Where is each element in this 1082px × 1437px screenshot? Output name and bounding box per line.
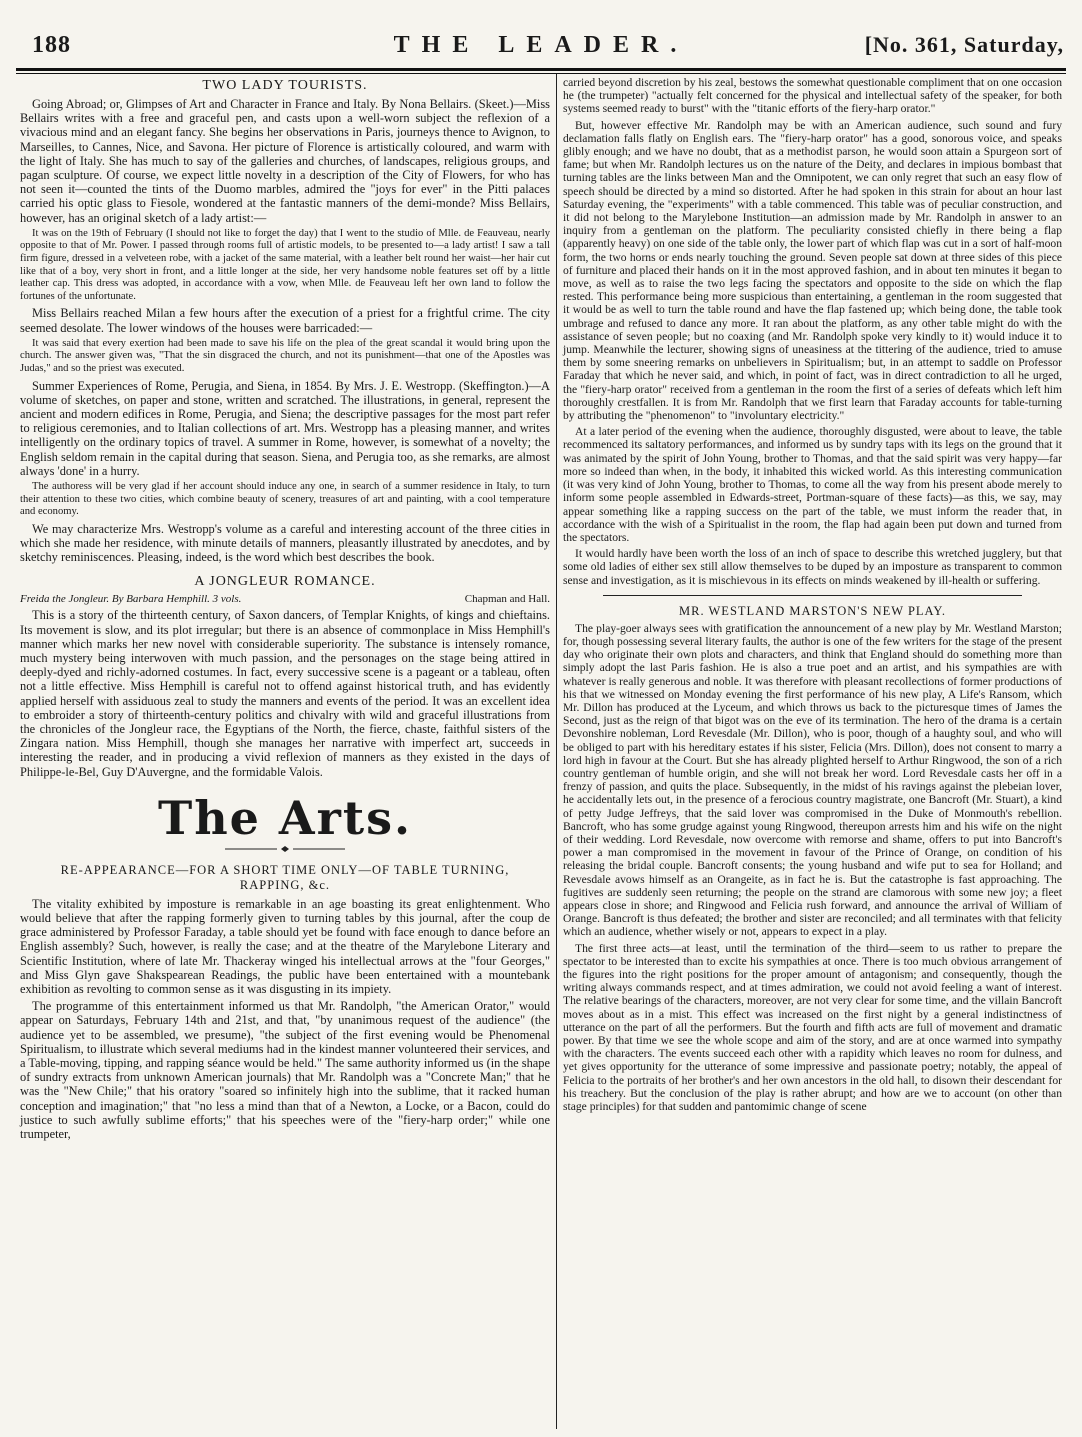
issue-label: [No. 361, Saturday, <box>864 32 1064 57</box>
table-turning-continued-2: But, however effective Mr. Randolph may be with an American audience, such sound and fury declamation falls flatly on English ears. The "fiery-harp orator" has a good, sonorous voice, and speaks glibly enough; and we have no doubt, that as a methodist parson, he would soon attain a Spurgeon sort of fame; but when Mr. Randolph lectures us on the nature of the Deity, and declares in impious bombast that turning tables are the links between Man and the Omnipotent, we can only regret that such an easy flow of speech should be directed by a mind so distorted. After he had spoken in this strain for about an hour last Saturday evening, the "experiments" with a table commenced. This table was of peculiar construction, and it did not belong to the Marylebone Institution—an admission made by Mr. Randolph in answer to an inquiry from a gentleman on the platform. The peculiarity consisted chiefly in there being a flap (apparently heavy) on one side of the table only, the lower part of which flap was cut in a sort of half-moon form, the two horns or ends nearly touching the ground. Seven people sat down at three sides of this piece of furniture and placed their hands on it in the most approved fashion, and in about ten minutes it began to move, as well as to raise the two legs facing the spectators and opposite to the side on which the flap rested. This performance being more suspicious than entertaining, a gentleman in the room suggested that it would be as well to turn the table round and have the flap fastened up; which being done, the table took umbrage and refused to dance any more. It ran about the platform, as any other table might do with the assistance of seven people; but no coaxing (and Mr. Randolph spoke very kindly to it) would induce it to jump. Meanwhile the lecturer, showing signs of uneasiness at the tittering of the audience, tried to amuse them by some sneering remarks on unbelievers in Spiritualism; but, in an attempt to saddle on Professor Faraday that which he never said, and which, in point of fact, was in direct contradiction to all he urged, the "fiery-harp orator" received from a gentleman in the room the first of a series of defeats which left him thoroughly crestfallen. It is from Mr. Randolph that we first learn that Faraday accounts for table-turning by attributing the "phenomenon" to "involuntary electricity." <box>563 118 1062 423</box>
lady-paragraph-4: We may characterize Mrs. Westropp's volume as a careful and interesting account of the three cities in which she made her residence, with minute details of manners, pleasantly illustrated by anecdotes, and by sketchy reminiscences. Pleasing, indeed, is the word which best describes the book. <box>20 521 550 565</box>
westland-paragraph-2: The first three acts—at least, until the termination of the third—seem to us rather to prepare the spectator to be interested than to excite his sympathies at once. There is too much obvious arrangement of the figures into the right positions for the proper amount of antagonism; and consequently, though the writing always commands respect, and at times admiration, we could not avoid feeling a want of interest. The relative bearings of the characters, moreover, are not very clear for some time, and the villain Bancroft moves about as in a mist. This effect was increased on the first night by a general indistinctness of utterance on the part of all the performers. But the fourth and fifth acts are full of movement and dramatic power. By that time we see the whole scope and aim of the story, and are at once warmed into sympathy with the characters. The events succeed each other with a rapidity which leaves no room for dulness, and yet gives opportunity for the utterance of some impressive and passionate poetry; notably, the appeal of Felicia to the portraits of her brother's and her own ancestors in the old hall, to disown their descendant for his treachery. But the conclusion of the play is rather abrupt; and how are we to account (on other than stage principles) for that sudden and pantomimic change of scene <box>563 941 1062 1114</box>
arts-paragraph-2: The programme of this entertainment informed us that Mr. Randolph, "the American Orator," would appear on Saturdays, February 14th and 21st, and that, "by unanimous request of the audience" (the audience yet to be assembled, we presume), "the subject of the first evening would be Phenomenal Spiritualism, to illustrate which several mediums had in the kindest manner volunteered their services, and a Table-moving, tipping, and rapping séance would be held." The same authority informed us (in the shape of sundry extracts from unknown American journals) that Mr. Randolph was a "Concrete Man;" that he was the "New Chile;" that his oratory "soared so infinitely high into the sublime, that it racked human conception and imagination;" that "no less a mind than that of a Newton, a Locke, or a Bacon, could do justice to such awfully sublime efforts;" that his speeches were of the "fiery-harp order;" while one trumpeter, <box>20 999 550 1142</box>
table-turning-continued-1: carried beyond discretion by his zeal, bestows the somewhat questionable compliment that on one occasion he (the trumpeter) "actually felt concerned for the physical and intellectual safety of the speaker, for both systems seemed ready to burst" with the "titanic efforts of the fiery-harp orator." <box>563 76 1062 116</box>
article-title-two-lady-tourists: TWO LADY TOURISTS. <box>202 78 368 93</box>
article-title-table-turning: RE-APPEARANCE—FOR A SHORT TIME ONLY—OF TABLE TURNING, RAPPING, &c. <box>60 862 510 892</box>
lady-paragraph-2: Miss Bellairs reached Milan a few hours after the execution of a priest for a frightful crime. The city seemed desolate. The lower windows of the houses were barricaded:— <box>20 306 550 335</box>
jongleur-publisher: Chapman and Hall. <box>464 593 550 606</box>
article-title-westland-marston: MR. WESTLAND MARSTON'S NEW PLAY. <box>679 603 946 618</box>
lady-paragraph-1: Going Abroad; or, Glimpses of Art and Character in France and Italy. By Nona Bellairs. (Skeet.)—Miss Bellairs writes with a free and graceful pen, and casts upon a well-worn subject the reflexion of a vivacious mind and an elegant fancy. She begins her observations in Paris, journeys thence to Avignon, to Marseilles, to Cannes, Nice, and Savona. Her picture of Florence is artistically coloured, and warm with the light of Italy. She has much to say of the galleries and churches, of landscapes, religious groups, and pagan sculpture. Of course, we expect little novelty in a description of the City of Flowers, for who has not seen it—counted the tints of the Duomo marbles, admired the "joys for ever" in the Pitti palaces carried his optic glass to Fiesole, wondered at the fantastic manners of the demi-monde? Miss Bellairs, however, has an original sketch of a lady artist:— <box>20 97 550 225</box>
lady-paragraph-3: Summer Experiences of Rome, Perugia, and Siena, in 1854. By Mrs. J. E. Westropp. (Skeffington.)—A volume of sketches, on paper and stone, written and scratched. The illustrations, in general, represent the ancient and modern edifices in Rome, Perugia, and Siena; the descriptive passages for the most part refer to religious ceremonies, and to Italian collections of art. Mrs. Westropp has a pleasing manner, and writes intelligently on the ordinary topics of travel. A summer in Rome, however, is somewhat of a novelty; the English seldom remain in the capital during that season. Siena, and Perugia too, as she remarks, are almost always 'done' in a hurry. <box>20 378 550 478</box>
columns <box>14 74 1068 1429</box>
lady-quote-3: The authoress will be very glad if her account should induce any one, in search of a summer residence in Italy, to turn their attention to these two cities, which combine beauty of scenery, treasures of art and painting, with a cool temperature and economy. <box>20 481 550 518</box>
jongleur-bibliography <box>20 593 550 606</box>
article-separator <box>603 595 1022 596</box>
table-turning-continued-3: At a later period of the evening when the audience, thoroughly disgusted, were about to leave, the table recommenced its saltatory performances, and informed us by sundry taps with its legs on the ground that it was animated by the spirit of John Young, brother to Thomas, and that the said spirit was very happy—far more so indeed than when, in the body, it inhabited this wicked world. As this interesting communication (it was very kind of John Young, brother to Thomas, to come all the way from his present abode merely to inform some people assembled in Edwards-street, Portman-square of these facts)—as this, we say, may appear something like a rapping success on the part of the table, we must inform the reader that, in accordance with the wish of a Spiritualist in the room, the flap had again been put down and turned from the spectators. <box>563 425 1062 544</box>
arts-paragraph-1: The vitality exhibited by imposture is remarkable in an age boasting its great enlightenment. Who would believe that after the rapping formerly given to turning tables by this journal, after the coup de grace administered by Professor Faraday, a table should yet be found with face enough to dance before an English assembly? Such, however, is really the case; and at the theatre of the Marylebone Literary and Scientific Institution, where of late Mr. Thackeray winged his intellectual arrows at the "four Georges," and Miss Glyn gave Shakspearean Readings, the public have been entertained with a mountebank exhibition as revolting to common sense as it was disgusting in its impiety. <box>20 896 550 997</box>
westland-paragraph-1: The play-goer always sees with gratification the announcement of a new play by Mr. Westland Marston; for, though possessing several literary faults, the author is one of the few writers for the stage of the present day who originate their own plots and characters, and think that England should do something more than simply adopt the last Paris fashion. He is also a true poet and an artist, and his sympathies are with whatever is really generous and noble. It was therefore with pleasant recollections of former productions of his that we witnessed on Monday evening the first performance of his new play, A Life's Ransom, which Mr. Dillon has produced at the Lyceum, and which throws us back to the picturesque times of James the Second, just as the reign of that bigot was on the eve of its termination. The hero of the drama is a certain Devonshire nobleman, Lord Revesdale (Mr. Dillon), who is poor, though of a haughty soul, and who will be obliged to part with his hereditary estates if his sister, Felicia (Mrs. Dillon), does not consent to marry a lord high in favour at the Court. But she has already plighted herself to Arthur Ringwood, the son of a rich country gentleman of humble origin, and she will not break her word. Lord Revesdale casts her off in a frenzy of passion, and quits the place. Subsequently, in the midst of his ravings against the plebeian lover, he accidentally lets out, in the presence of a ferocious country magistrate, one Bancroft (Mr. Stuart), a kind of petty Judge Jeffreys, that the said lover was compromised in the Duke of Monmouth's rebellion. Bancroft, who has some grudge against young Ringwood, thereupon arrests him and his wife on the night of their wedding. Lord Revesdale, now overcome with remorse and shame, offers to put into Bancroft's power a man compromised in the movement in favour of the Prince of Orange, on condition of his releasing the bridal couple. Bancroft consents; the young husband and wife put to sea for Holland; and Revesdale avows himself as an Orangeite, as in fact he is. But the catastrophe is fast approaching. The fugitives are suddenly seen returning; the people on the strand are clamorous with some new joy; a fleet appears close in shore; and Ringwood and Felicia rush forward, and announce the arrival of William of Orange. Bancroft is thus defeated; the brother and sister are reconciled; and all terminates with that felicity which an audience, whether wisely or not, appears to expect in a play. <box>563 621 1062 939</box>
ornament-rule-icon <box>225 845 345 853</box>
article-title-jongleur-romance: A JONGLEUR ROMANCE. <box>194 574 376 590</box>
jongleur-paragraph-1: This is a story of the thirteenth century, of Saxon dancers, of Templar Knights, of kings and chieftains. Its movement is slow, and its plot irregular; but there is an absence of commonplace in Miss Hemphill's manner which marks her new novel with considerable superiority. The substance is intensely romance, much mystery being interwoven with much passion, and the personages on the stage being attired in deeply-dyed and richly-adorned costumes. In fact, every successive scene is a pageant or a tableau, often not a little effective. Miss Hemphill is careful not to offend against historical truth, and has evidently applied herself with assiduous zeal to study the manners and events of the period. It was an excellent idea to embroider a story of thirteenth-century politics and chivalry with wild and graceful illustrations from the chronicles of the Jongleur race, the Egyptians of the North, the fierce, chaste, faithful sisters of the Zingara nation. Miss Hemphill, though she manages her narrative with imperfect art, succeeds in interesting the reader, and in producing a vivid reflexion of manners as they existed in the days of Philippe-le-Bel, Guy D'Auvergne, and the formidable Valois. <box>20 608 550 779</box>
jongleur-book-info: Freida the Jongleur. By Barbara Hemphill. 3 vols. <box>20 593 242 606</box>
right-column <box>557 74 1068 1429</box>
newspaper-title: THE LEADER. <box>393 32 689 58</box>
page-number: 188 <box>32 32 71 58</box>
table-turning-continued-4: It would hardly have been worth the loss of an inch of space to describe this wretched jugglery, but that some old ladies of either sex still allow themselves to be duped by an imposture as transparent to common sense and investigation, as it is mischievous in its effects on minds weakened by ill-health or suffering. <box>563 547 1062 587</box>
lady-quote-1: It was on the 19th of February (I should not like to forget the day) that I went to the studio of Mlle. de Feauveau, nearly opposite to that of Mr. Power. I passed through rooms full of artistic models, to be presented to—a lady artist! I saw a tall firm figure, dressed in a velveteen robe, with a jacket of the same material, with a leather belt round her waist—her hair cut like that of a boy, very short in front, and a little longer at the side, her very handsome noble features set off by a little leather cap. This dress was adopted, in accordance with a vow, when Mlle. de Feauveau left her own land to follow the fortunes of the unfortunate. <box>20 227 550 302</box>
section-heading-the-arts: The Arts. <box>157 790 413 845</box>
lady-quote-2: It was said that every exertion had been made to save his life on the plea of the great scandal it would bring upon the church. The answer given was, "That the sin disgraced the church, and not its punishment—that one of the Apostles was Judas," and so the priest was executed. <box>20 337 550 374</box>
masthead <box>14 28 1068 68</box>
left-column <box>14 74 557 1429</box>
